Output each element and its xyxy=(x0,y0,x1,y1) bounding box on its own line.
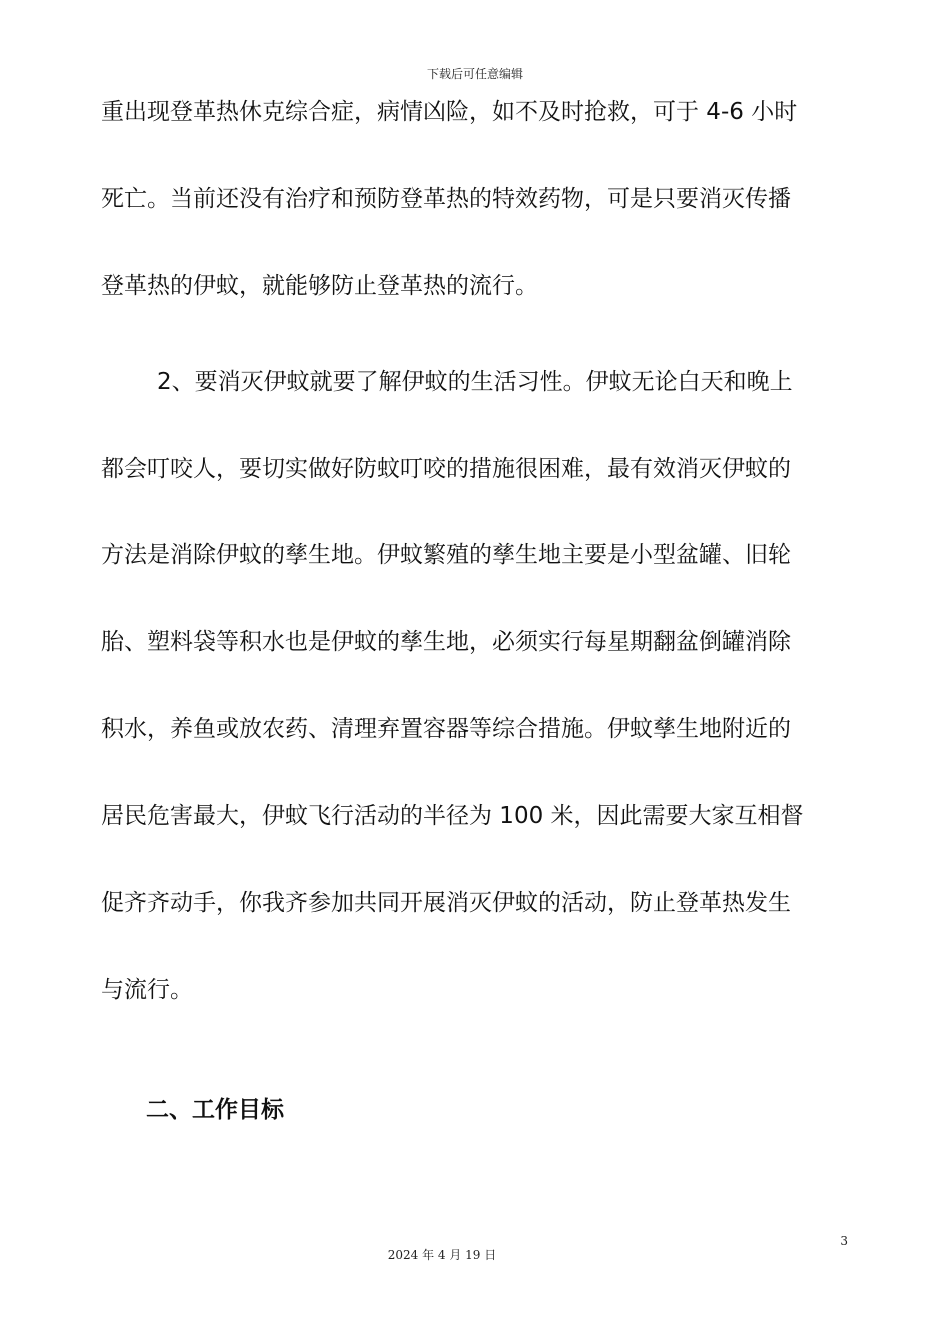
body-line: 胎、塑料袋等积水也是伊蚊的孳生地，必须实行每星期翻盆倒罐消除 xyxy=(101,629,791,655)
body-line: 与流行。 xyxy=(101,977,193,1003)
page-number: 3 xyxy=(840,1234,848,1248)
body-line: 登革热的伊蚊，就能够防止登革热的流行。 xyxy=(101,273,538,299)
body-line: 积水，养鱼或放农药、清理弃置容器等综合措施。伊蚊孳生地附近的 xyxy=(101,716,791,742)
page-header: 下载后可任意编辑 xyxy=(426,67,523,81)
body-line: 促齐齐动手，你我齐参加共同开展消灭伊蚊的活动，防止登革热发生 xyxy=(101,890,791,916)
body-line: 死亡。当前还没有治疗和预防登革热的特效药物，可是只要消灭传播 xyxy=(101,186,791,212)
body-line: 重出现登革热休克综合症，病情凶险，如不及时抢救，可于 4-6 小时 xyxy=(101,99,798,125)
section-heading: 二、工作目标 xyxy=(146,1097,284,1123)
body-line-paragraph-start: 2、要消灭伊蚊就要了解伊蚊的生活习性。伊蚊无论白天和晚上 xyxy=(157,369,793,395)
body-line: 都会叮咬人，要切实做好防蚊叮咬的措施很困难，最有效消灭伊蚊的 xyxy=(101,456,791,482)
body-line: 居民危害最大，伊蚊飞行活动的半径为 100 米，因此需要大家互相督 xyxy=(101,803,804,829)
body-line: 方法是消除伊蚊的孳生地。伊蚊繁殖的孳生地主要是小型盆罐、旧轮 xyxy=(101,542,791,568)
footer-date: 2024 年 4 月 19 日 xyxy=(387,1248,497,1262)
